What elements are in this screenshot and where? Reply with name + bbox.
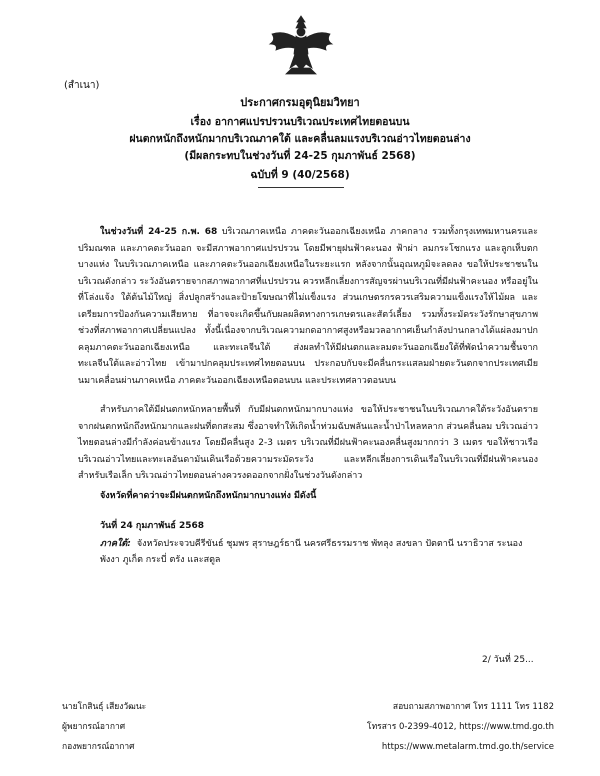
- continued-note: 2/ วันที่ 25...: [482, 655, 534, 665]
- south-region-provinces: [100, 536, 530, 568]
- division-name: กองพยากรณ์อากาศ: [62, 742, 135, 752]
- forecaster-name: นายโกสินธุ์ เสียงวัฒนะ: [62, 702, 147, 712]
- contact-fax-website[interactable]: โทรสาร 0-2399-4012, https://www.tmd.go.th: [367, 722, 554, 732]
- page-title: ประกาศกรมอุตุนิยมวิทยา: [240, 96, 360, 109]
- body-paragraph-2: สำหรับภาคใต้มีฝนตกหนักหลายพื้นที่ กับมีฝนตกหนักมากบางแห่ง ขอให้ประชาชนในบริเวณภาคใต้ระวังอันตราย จากฝนตกหนักถึงหนักมากและฝนที่ตกสะสม ซึ่งอาจทำให้เกิดน้ำท่วมฉับพลันและน้ำป่าไหลหลาก ส่วนคลื่นลม บริเวณอ่าวไทยตอนล่างมีกำลังค่อนข้างแรง โดยมีคลื่นสูง 2-3 เมตร บริเวณที่มีฝนฟ้าคะนองคลื่นสูงมากกว่า 3 เมตร ขอให้ชาวเรือ บริเวณอ่าวไทยและทะเลอันดามันเดินเรือด้วยความระมัดระวัง และหลีกเลี่ยงการเดินเรือในบริเวณที่มีฝนฟ้าคะนอง สำหรับเรือเล็ก บริเวณอ่าวไทยตอนล่างควรงดออกจากฝั่งในช่วงวันดังกล่าว: [78, 405, 538, 481]
- region-label: ภาคใต้:: [100, 539, 131, 549]
- subject-line: เรื่อง อากาศแปรปรวนบริเวณประเทศไทยตอนบน: [190, 116, 410, 128]
- subject-line-2: ฝนตกหนักถึงหนักมากบริเวณภาคใต้ และคลื่นลมแรงบริเวณอ่าวไทยตอนล่าง: [129, 133, 471, 145]
- footer-signatory: [62, 697, 146, 757]
- paragraph-1-text: บริเวณภาคเหนือ ภาคตะวันออกเฉียงเหนือ ภาคกลาง รวมทั้งกรุงเทพมหานครและปริมณฑล และภาคตะวันออก จะมีสภาพอากาศแปรปรวน โดยมีพายุฝนฟ้าคะนอง ฟ้าผ่า ลมกระโชกแรง และลูกเห็บตกบางแห่ง ในบริเวณภาคเหนือ และภาคตะวันออกเฉียงเหนือในระยะแรก หลังจากนั้นอุณหภูมิจะลดลง ขอให้ประชาชนในบริเวณดังกล่าว ระวังอันตรายจากสภาพอากาศที่แปรปรวน ควรหลีกเลี่ยงการสัญจรผ่านบริเวณที่มีฝนฟ้าคะนอง หรืออยู่ในที่โล่งแจ้ง ใต้ต้นไม้ใหญ่ สิ่งปลูกสร้างและป้ายโฆษณาที่ไม่แข็งแรง ส่วนเกษตรกรควรเสริมความแข็งแรงให้ไม้ผล และเตรียมการป้องกันความเสียหาย ที่อาจจะเกิดขึ้นกับผลผลิตทางการเกษตรและสัตว์เลี้ยง รวมทั้งระมัดระวังรักษาสุขภาพช่วงที่สภาพอากาศเปลี่ยนแปลง ทั้งนี้เนื่องจากบริเวณความกดอากาศสูงหรือมวลอากาศเย็นกำลังปานกลางได้แผ่ลงมาปกคลุมภาคตะวันออกเฉียงเหนือ และทะเลจีนใต้ ส่งผลทำให้มีฝนตกและลมตะวันออกเฉียงใต้ที่พัดนำความชื้นจากทะเลจีนใต้และอ่าวไทย เข้ามาปกคลุมประเทศไทยตอนบน ประกอบกับจะมีคลื่นกระแสลมฝ่ายตะวันตกจากประเทศเมียนมาเคลื่อนผ่านภาคเหนือ ภาคตะวันออกเฉียงเหนือตอนบน และประเทศลาวตอนบน: [78, 227, 538, 386]
- paragraph-lead: ในช่วงวันที่ 24-25 ก.พ. 68: [100, 227, 218, 237]
- garuda-emblem-icon: [266, 10, 336, 76]
- body-paragraph-1: [78, 224, 538, 389]
- issue-number: ฉบับที่ 9 (40/2568): [250, 169, 350, 181]
- contact-phone: สอบถามสภาพอากาศ โทร 1111 โทร 1182: [392, 702, 554, 712]
- title-divider: [258, 187, 344, 188]
- contact-metalarm-link[interactable]: https://www.metalarm.tmd.go.th/service: [381, 742, 554, 752]
- footer-contact: [367, 697, 554, 757]
- copy-label: (สำเนา): [64, 80, 100, 91]
- province-list: จังหวัดประจวบคีรีขันธ์ ชุมพร สุราษฎร์ธานี นครศรีธรรมราช พัทลุง สงขลา ปัตตานี นราธิวาส ระนอง พังงา ภูเก็ต กระบี่ ตรัง และสตูล: [100, 539, 523, 565]
- forecaster-title: ผู้พยากรณ์อากาศ: [62, 722, 126, 732]
- provinces-heading: จังหวัดที่คาดว่าจะมีฝนตกหนักถึงหนักมากบางแห่ง มีดังนี้: [100, 491, 317, 501]
- effective-period: (มีผลกระทบในช่วงวันที่ 24-25 กุมภาพันธ์ 2568): [184, 150, 416, 162]
- date-heading: วันที่ 24 กุมภาพันธ์ 2568: [100, 521, 205, 531]
